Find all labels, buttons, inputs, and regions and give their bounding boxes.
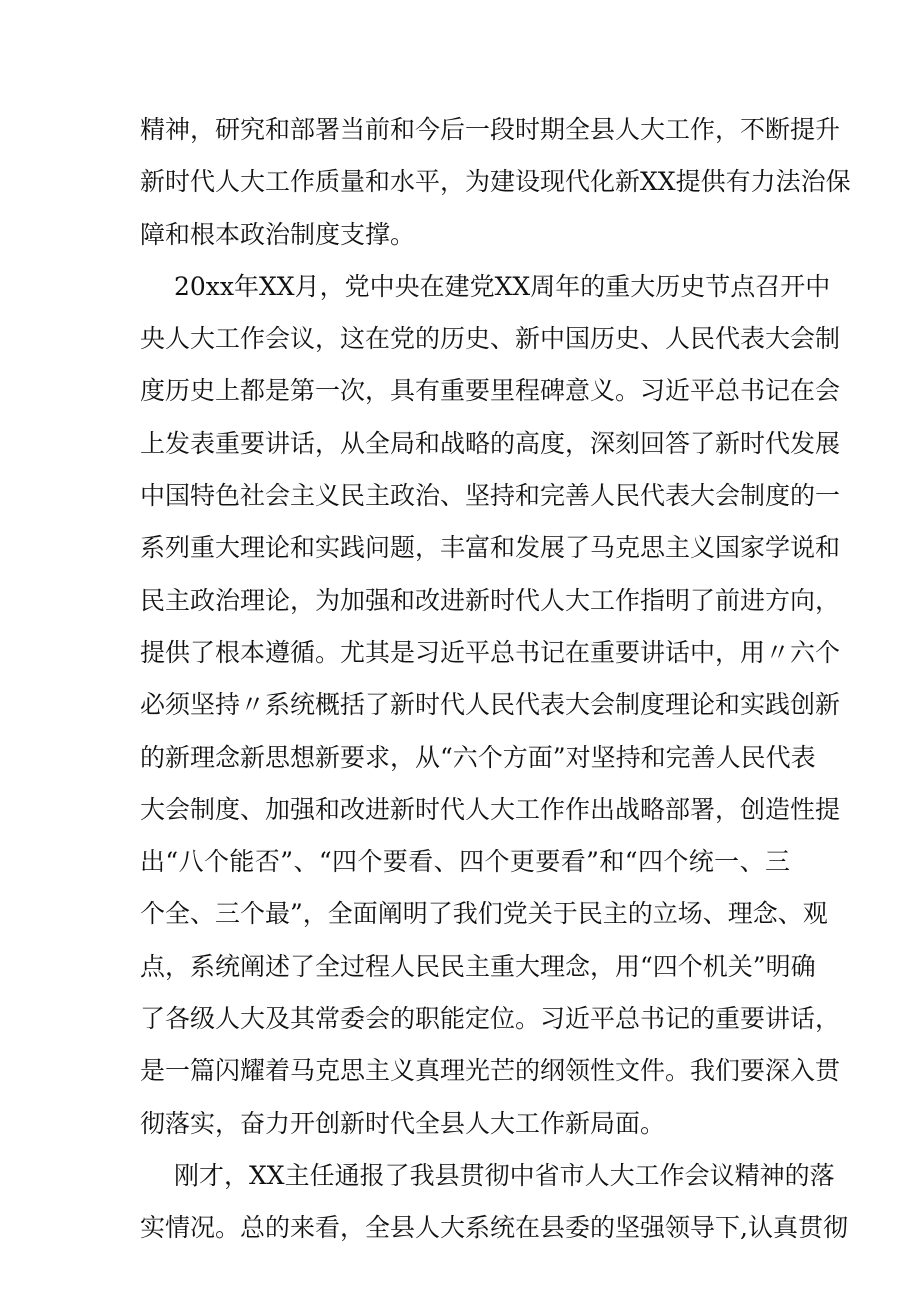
text-line: 提供了根本遵循。尤其是习近平总书记在重要讲话中，用〃六个: [140, 637, 841, 667]
text-line: 系列重大理论和实践问题，丰富和发展了马克思主义国家学说和: [140, 533, 841, 563]
text-line: 民主政治理论，为加强和改进新时代人大工作指明了前进方向，: [140, 585, 841, 615]
text-line: 上发表重要讲话，从全局和战略的高度，深刻回答了新时代发展: [140, 428, 841, 458]
text-line: 20xx年XX月，党中央在建党XX周年的重大历史节点召开中: [174, 271, 831, 301]
text-line: 大会制度、加强和改进新时代人大工作作出战略部署，创造性提: [140, 794, 841, 824]
text-line: 新时代人大工作质量和水平，为建设现代化新XX提供有力法治保: [140, 167, 851, 197]
text-line: 个全、三个最”，全面阐明了我们党关于民主的立场、理念、观: [140, 899, 828, 929]
text-line: 彻落实，奋力开创新时代全县人大工作新局面。: [140, 1108, 666, 1138]
text-line: 障和根本政治制度支撑。: [140, 219, 416, 249]
text-line: 的新理念新思想新要求，从“六个方面”对坚持和完善人民代表: [140, 742, 816, 772]
text-line: 必须坚持〃系统概括了新时代人民代表大会制度理论和实践创新: [140, 690, 841, 720]
text-line: 了各级人大及其常委会的职能定位。习近平总书记的重要讲话，: [140, 1004, 841, 1034]
document-body: [140, 104, 851, 1255]
text-line: 精神，研究和部署当前和今后一段时期全县人大工作，不断提升: [140, 115, 841, 144]
text-line: 是一篇闪耀着马克思主义真理光芒的纲领性文件。我们要深入贯: [140, 1056, 841, 1086]
text-line: 刚才，XX主任通报了我县贯彻中省市人大工作会议精神的落: [174, 1160, 835, 1190]
text-line: 点，系统阐述了全过程人民民主重大理念，用“四个机关”明确: [140, 951, 816, 981]
text-line: 中国特色社会主义民主政治、坚持和完善人民代表大会制度的一: [140, 481, 841, 511]
text-line: 度历史上都是第一次，具有重要里程碑意义。习近平总书记在会: [140, 376, 841, 406]
text-line: 实情况。总的来看，全县人大系统在县委的坚强领导下,认真贯彻: [140, 1213, 848, 1243]
text-line: 出“八个能否”、“四个要看、四个更要看”和“四个统一、三: [140, 847, 790, 877]
text-line: 央人大工作会议，这在党的历史、新中国历史、人民代表大会制: [140, 324, 841, 354]
